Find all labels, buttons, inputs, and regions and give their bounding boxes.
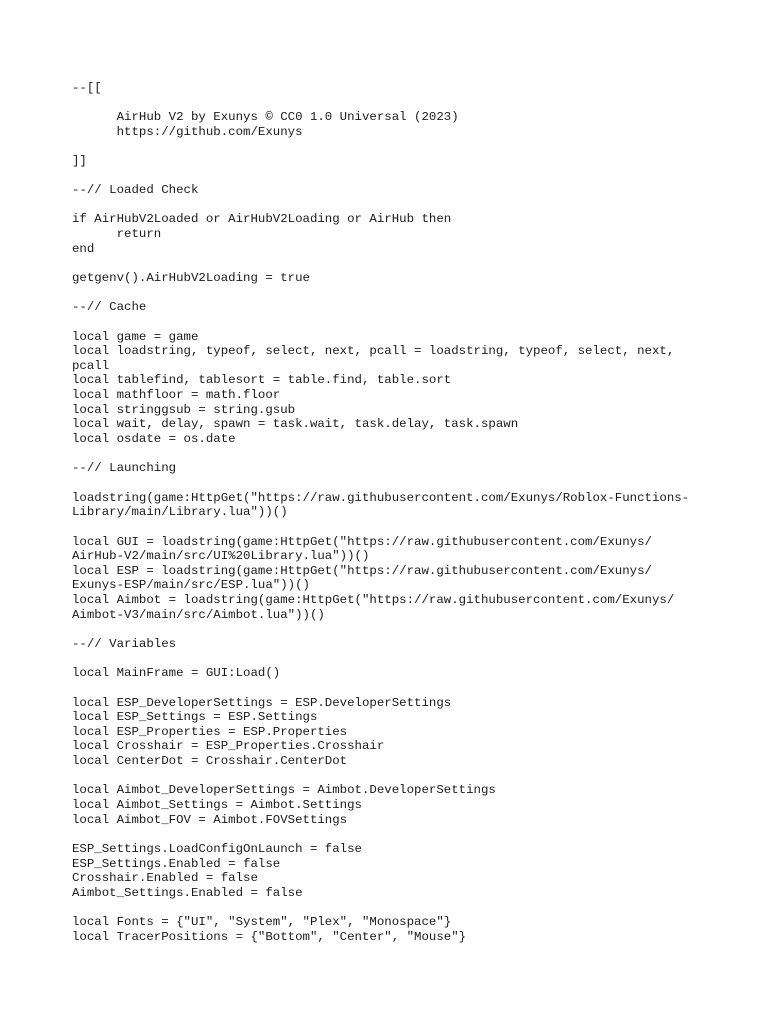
- code-line: --// Launching: [72, 461, 177, 476]
- code-line: [72, 286, 728, 301]
- code-line: ]]: [72, 153, 87, 168]
- code-line: [72, 520, 728, 535]
- code-line: --// Loaded Check: [72, 183, 199, 198]
- code-line: AirHub V2 by Exunys © CC0 1.0 Universal (2023): [72, 109, 459, 124]
- code-line: [72, 622, 728, 637]
- code-line: local Aimbot_DeveloperSettings = Aimbot.DeveloperSettings: [72, 783, 496, 798]
- code-line: return: [72, 227, 162, 242]
- code-line: [72, 95, 728, 110]
- code-line: end: [72, 241, 95, 256]
- code-line: [72, 652, 728, 667]
- code-line: local CenterDot = Crosshair.CenterDot: [72, 754, 348, 769]
- code-line: https://github.com/Exunys: [72, 124, 303, 139]
- code-line: if AirHubV2Loaded or AirHubV2Loading or AirHub then: [72, 212, 452, 227]
- code-line: --// Cache: [72, 300, 147, 315]
- code-line: local TracerPositions = {"Bottom", "Center", "Mouse"}: [72, 929, 467, 944]
- code-line: [72, 769, 728, 784]
- code-line: local ESP_Properties = ESP.Properties: [72, 724, 348, 739]
- code-line: ESP_Settings.Enabled = false: [72, 856, 281, 871]
- code-line: local stringgsub = string.gsub: [72, 402, 296, 417]
- code-line: [72, 447, 728, 462]
- code-line: local game = game: [72, 329, 199, 344]
- code-line: loadstring(game:HttpGet("https://raw.githubusercontent.com/Exunys/Roblox-Functions-: [72, 490, 690, 505]
- code-line: local loadstring, typeof, select, next, pcall = loadstring, typeof, select, next,: [72, 344, 675, 359]
- code-line: local ESP_DeveloperSettings = ESP.DeveloperSettings: [72, 695, 452, 710]
- code-line: local ESP = loadstring(game:HttpGet("https://raw.githubusercontent.com/Exunys/: [72, 563, 652, 578]
- code-line: --// Variables: [72, 636, 177, 651]
- code-line: [72, 901, 728, 916]
- code-line: local wait, delay, spawn = task.wait, task.delay, task.spawn: [72, 417, 519, 432]
- code-line: [72, 476, 728, 491]
- code-line: local Aimbot_FOV = Aimbot.FOVSettings: [72, 812, 348, 827]
- code-line: local Aimbot = loadstring(game:HttpGet("https://raw.githubusercontent.com/Exunys/: [72, 593, 675, 608]
- code-line: local MainFrame = GUI:Load(): [72, 666, 281, 681]
- code-line: local tablefind, tablesort = table.find, table.sort: [72, 373, 452, 388]
- code-line: Exunys-ESP/main/src/ESP.lua"))(): [72, 578, 310, 593]
- code-listing: [72, 66, 728, 944]
- code-line: Library/main/Library.lua"))(): [72, 505, 288, 520]
- code-line: getgenv().AirHubV2Loading = true: [72, 270, 310, 285]
- code-line: local mathfloor = math.floor: [72, 388, 281, 403]
- code-line: ESP_Settings.LoadConfigOnLaunch = false: [72, 841, 362, 856]
- code-line: pcall: [72, 358, 110, 373]
- code-line: Crosshair.Enabled = false: [72, 871, 258, 886]
- code-line: [72, 139, 728, 154]
- code-line: local Crosshair = ESP_Properties.Crosshair: [72, 739, 385, 754]
- code-line: local ESP_Settings = ESP.Settings: [72, 710, 318, 725]
- code-line: [72, 681, 728, 696]
- code-line: local Fonts = {"UI", "System", "Plex", "Monospace"}: [72, 915, 452, 930]
- code-line: local GUI = loadstring(game:HttpGet("https://raw.githubusercontent.com/Exunys/: [72, 534, 652, 549]
- code-line: Aimbot_Settings.Enabled = false: [72, 885, 303, 900]
- code-line: [72, 256, 728, 271]
- code-line: Aimbot-V3/main/src/Aimbot.lua"))(): [72, 607, 325, 622]
- code-line: [72, 315, 728, 330]
- code-line: [72, 198, 728, 213]
- code-line: local Aimbot_Settings = Aimbot.Settings: [72, 798, 362, 813]
- code-line: AirHub-V2/main/src/UI%20Library.lua"))(): [72, 549, 370, 564]
- code-line: [72, 168, 728, 183]
- code-line: local osdate = os.date: [72, 432, 236, 447]
- code-line: --[[: [72, 80, 102, 95]
- code-line: [72, 827, 728, 842]
- code-line: [72, 66, 728, 81]
